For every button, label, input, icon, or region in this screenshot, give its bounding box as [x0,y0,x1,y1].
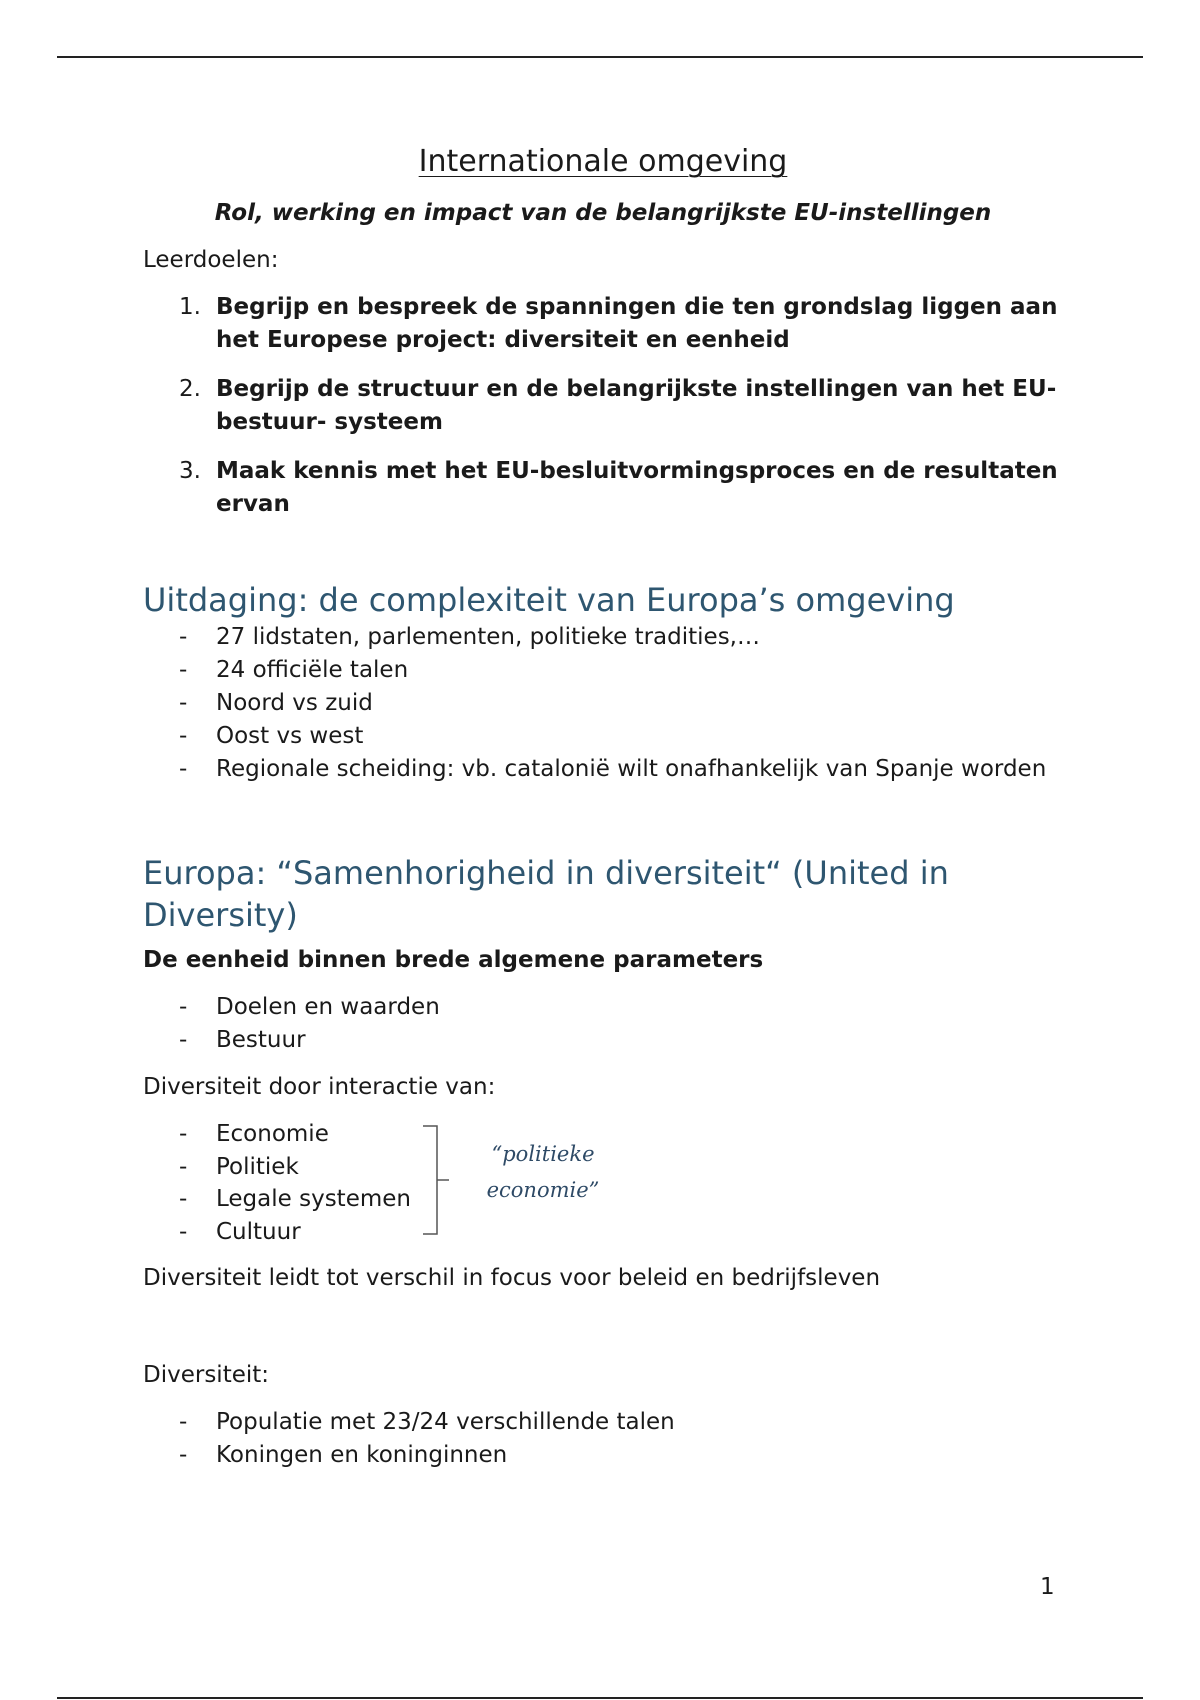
list-item-text: Oost vs west [216,723,364,749]
list-number: 1. [179,294,201,320]
dash-bullet: - [179,624,188,650]
document-title: Internationale omgeving [418,144,788,179]
list-item [143,621,1063,654]
uitdaging-list [143,621,1063,786]
list-item-text: Politiek [216,1153,299,1180]
footer-rule [57,1697,1143,1699]
dash-bullet: - [179,1153,188,1180]
list-item-text: Doelen en waarden [216,994,440,1020]
leerdoelen-label: Leerdoelen: [143,247,279,273]
dash-bullet: - [179,994,188,1020]
annotation-line: “politieke [491,1142,595,1166]
leerdoel-item [143,455,1063,521]
dash-bullet: - [179,1218,188,1245]
dash-bullet: - [179,1409,188,1435]
list-item-text: Noord vs zuid [216,690,373,716]
uitdaging-heading: Uitdaging: de complexiteit van Europa’s omgeving [143,581,955,619]
eenheid-list [143,991,1063,1057]
eenheid-label: De eenheid binnen brede algemene parameters [143,947,764,973]
dash-bullet: - [179,1442,188,1468]
dash-bullet: - [179,690,188,716]
list-item [143,1024,1063,1057]
list-item-text: 24 officiële talen [216,657,409,683]
list-item-text: Legale systemen [216,1186,411,1212]
list-item-text: Koningen en koninginnen [216,1442,508,1468]
list-item [143,1216,1063,1249]
list-item-text: Populatie met 23/24 verschillende talen [216,1409,675,1435]
interactie-block [143,1118,1063,1248]
annotation-line: economie” [486,1178,600,1202]
dash-bullet: - [179,756,188,782]
list-item-text: 27 lidstaten, parlementen, politieke tradities,… [216,624,760,650]
list-item [143,720,1063,753]
leerdoelen-list [143,291,1063,521]
list-item [143,1439,1063,1472]
leerdoel-text: Maak kennis met het EU-besluitvormingsproces en de resultaten ervan [216,458,1058,517]
page-number: 1 [1040,1574,1055,1600]
diversiteit-list [143,1406,1063,1472]
list-item [143,687,1063,720]
dash-bullet: - [179,1121,188,1147]
list-number: 3. [179,458,201,484]
document-body [143,140,1063,1472]
list-item-text: Economie [216,1121,329,1147]
dash-bullet: - [179,723,188,749]
list-item-text: Cultuur [216,1218,301,1245]
list-item-text: Bestuur [216,1027,306,1053]
interactie-label: Diversiteit door interactie van: [143,1074,496,1100]
conclusion-text: Diversiteit leidt tot verschil in focus voor beleid en bedrijfsleven [143,1265,881,1291]
dash-bullet: - [179,657,188,683]
list-item [143,1406,1063,1439]
leerdoel-item [143,291,1063,357]
diversiteit-label: Diversiteit: [143,1362,270,1388]
leerdoel-text: Begrijp de structuur en de belangrijkste instellingen van het EU-bestuur- systeem [216,376,1057,435]
list-number: 2. [179,376,201,402]
europa-heading: Europa: “Samenhorigheid in diversiteit“ (United in Diversity) [143,854,949,934]
dash-bullet: - [179,1186,188,1212]
leerdoel-item [143,373,1063,439]
list-item [143,991,1063,1024]
leerdoel-text: Begrijp en bespreek de spanningen die ten grondslag liggen aan het Europese project: diversiteit en eenheid [216,294,1058,353]
list-item-text: Regionale scheiding: vb. catalonië wilt onafhankelijk van Spanje worden [216,756,1047,782]
header-rule [57,56,1143,58]
politieke-economie-annotation [473,1136,613,1208]
document-subtitle: Rol, werking en impact van de belangrijkste EU-instellingen [214,200,992,226]
list-item [143,654,1063,687]
dash-bullet: - [179,1027,188,1053]
list-item [143,753,1063,786]
